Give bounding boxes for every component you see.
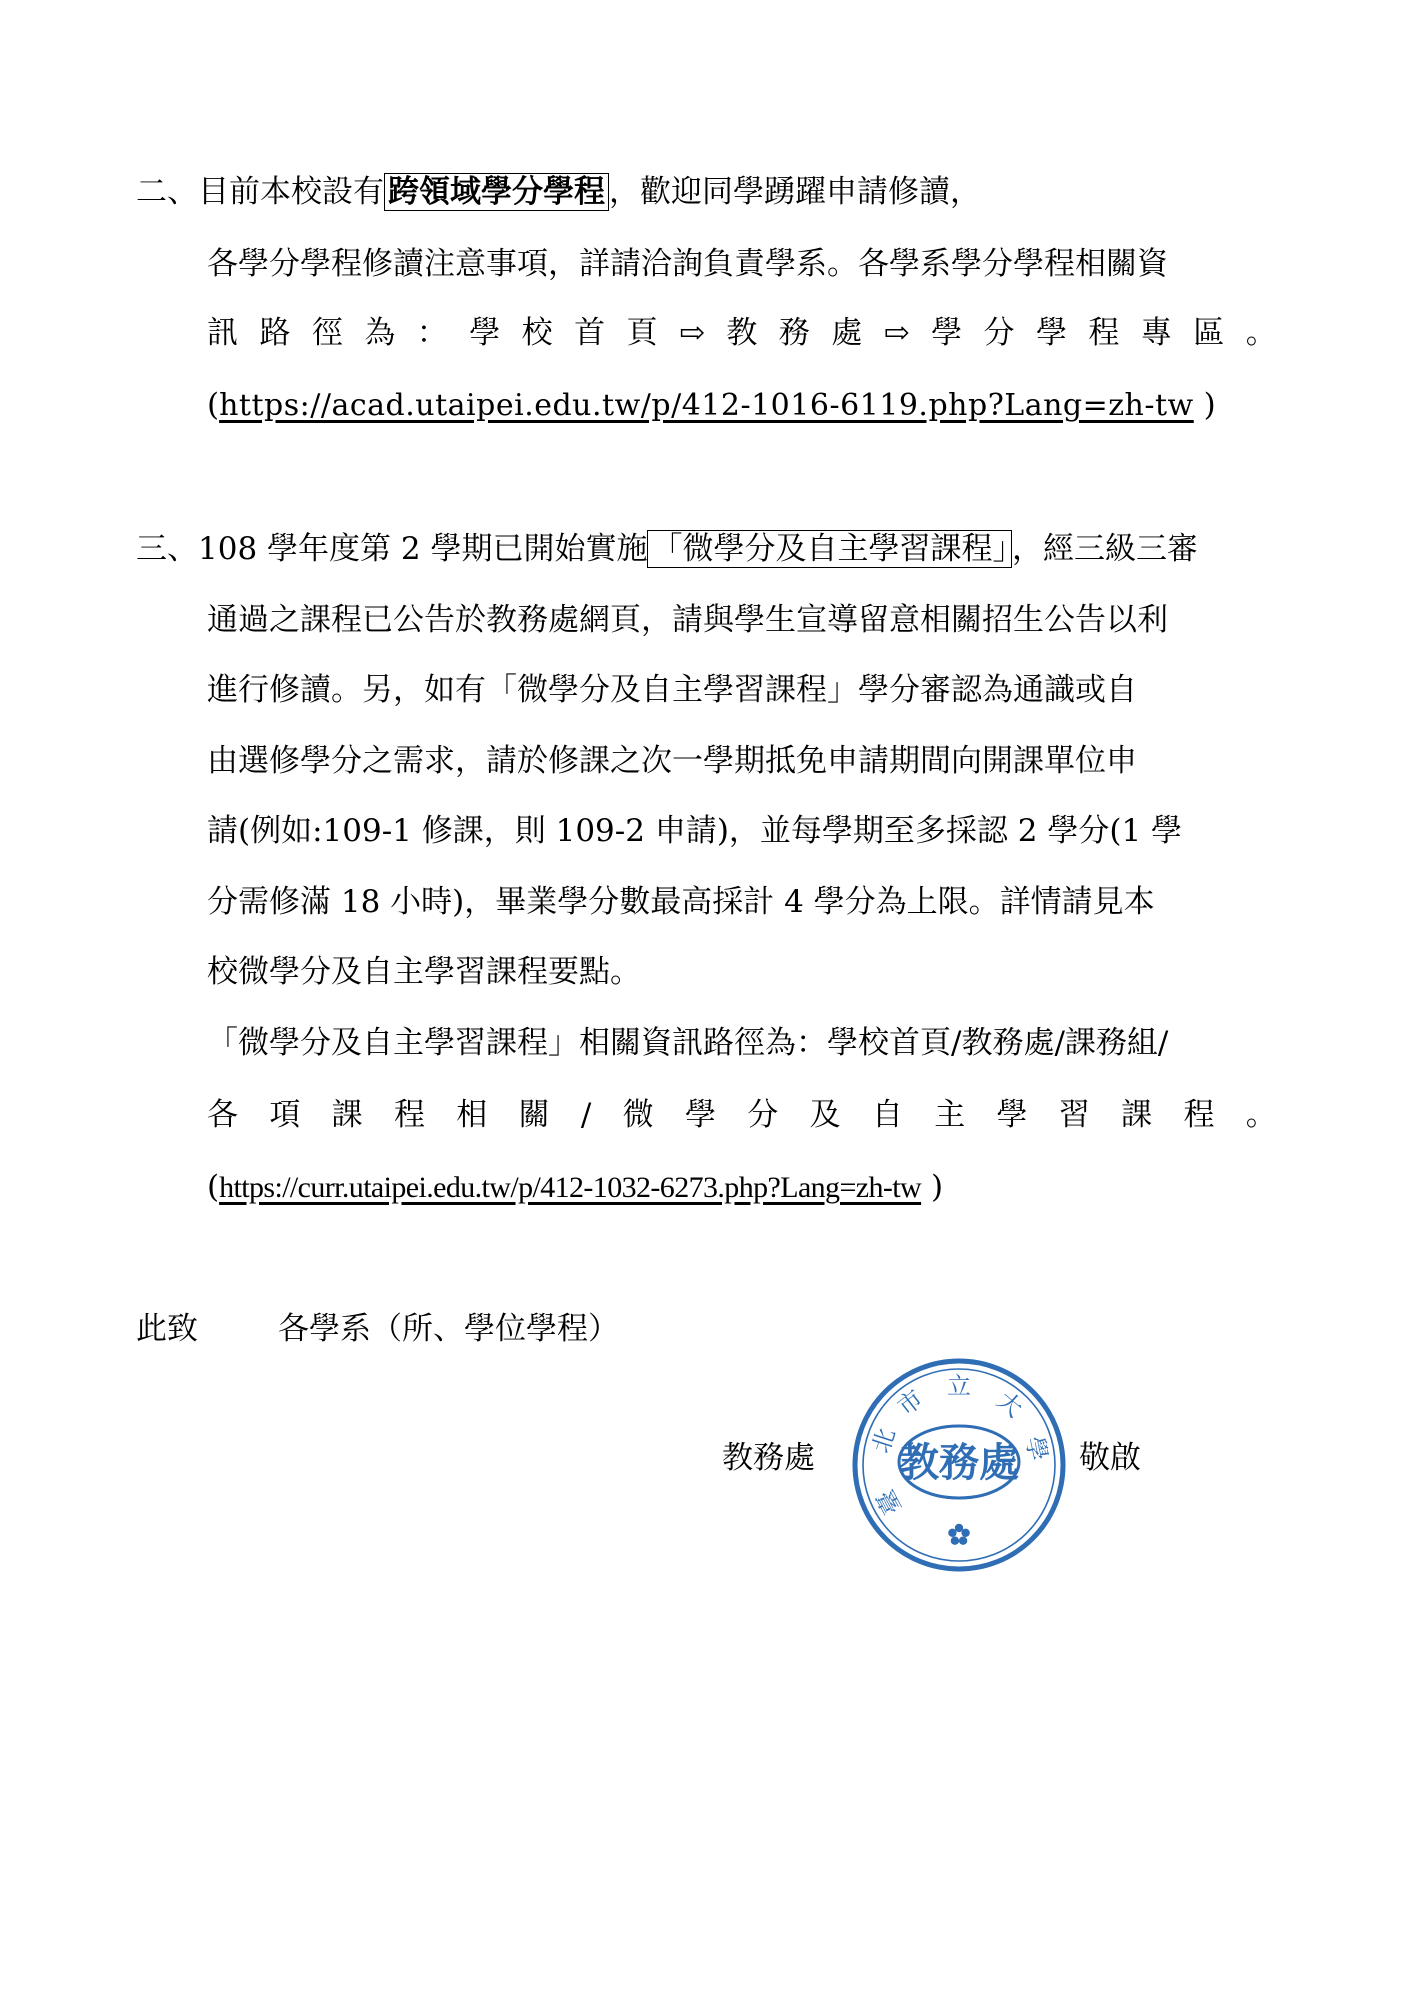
section3-path-char: 。 bbox=[1245, 1097, 1277, 1133]
section3-path-char: 相 bbox=[456, 1097, 488, 1133]
section2-path-char: 校 bbox=[521, 315, 553, 351]
cross-domain-program-highlight: 跨領域學分學程 bbox=[384, 173, 609, 211]
section2-path-char: 路 bbox=[259, 315, 291, 351]
section3-path-char: 分 bbox=[747, 1097, 779, 1133]
salutation-recipient: 各學系（所、學位學程） bbox=[278, 1311, 619, 1347]
section3-path-char: 學 bbox=[996, 1097, 1028, 1133]
section3-line3: 進行修讀。另，如有「微學分及自主學習課程」學分審認為通識或自 bbox=[207, 672, 1137, 708]
section2-path-char: ⇨ bbox=[883, 315, 910, 351]
section2-path-char: 分 bbox=[983, 315, 1015, 351]
section2-path-char: 專 bbox=[1140, 315, 1172, 351]
section2-url-line: (https://acad.utaipei.edu.tw/p/412-1016-6119.php?Lang=zh-tw ) bbox=[207, 387, 1216, 423]
section2-path-char: 訊 bbox=[207, 315, 238, 351]
section3-path-char: 習 bbox=[1058, 1097, 1090, 1133]
section2-path-char: 務 bbox=[778, 315, 810, 351]
section3-line1: 三、108 學年度第 2 學期已開始實施 「微學分及自主學習課程」 ，經三級三審 bbox=[136, 531, 1198, 567]
seal-ring-char: 立 bbox=[947, 1372, 971, 1400]
office-seal-stamp bbox=[846, 1352, 1072, 1578]
section3-line2: 通過之課程已公告於教務處網頁，請與學生宣導留意相關招生公告以利 bbox=[207, 602, 1168, 638]
section3-path-char: 項 bbox=[269, 1097, 301, 1133]
seal-ring-char: 市 bbox=[892, 1384, 929, 1422]
section2-path bbox=[207, 313, 1277, 353]
section3-path-char: 程 bbox=[393, 1097, 425, 1133]
section2-path-char: 程 bbox=[1088, 315, 1120, 351]
section3-path-char: 程 bbox=[1183, 1097, 1215, 1133]
section3-line4: 由選修學分之需求，請於修課之次一學期抵免申請期間向開課單位申 bbox=[207, 743, 1137, 779]
section3-path-char: 課 bbox=[331, 1097, 363, 1133]
section3-path bbox=[207, 1095, 1277, 1135]
section3-path-char: 及 bbox=[809, 1097, 841, 1133]
section3-line8: 「微學分及自主學習課程」相關資訊路徑為：學校首頁/教務處/課務組/ bbox=[207, 1025, 1169, 1061]
section3-path-char: 微 bbox=[622, 1097, 654, 1133]
section3-line7: 校微學分及自主學習課程要點。 bbox=[207, 954, 641, 990]
section3-line6: 分需修滿 18 小時)，畢業學分數最高採計 4 學分為上限。詳情請見本 bbox=[207, 884, 1155, 920]
section3-path-char: / bbox=[580, 1097, 592, 1133]
section2-path-char: ： bbox=[416, 315, 448, 351]
section2-path-char: 頁 bbox=[626, 315, 658, 351]
section3-path-char: 自 bbox=[871, 1097, 903, 1133]
section2-path-char: ⇨ bbox=[678, 315, 705, 351]
section2-path-char: 學 bbox=[931, 315, 963, 351]
section3-path-char: 課 bbox=[1121, 1097, 1153, 1133]
section2-path-char: 處 bbox=[831, 315, 863, 351]
seal-center bbox=[899, 1426, 1019, 1498]
seal-center-text: 教務處 bbox=[899, 1439, 1019, 1486]
section2-path-char: 首 bbox=[574, 315, 606, 351]
curr-micro-credit-link[interactable]: https://curr.utaipei.edu.tw/p/412-1032-6273.php?Lang=zh-tw bbox=[219, 1171, 922, 1204]
section2-line1: 二、目前本校設有 跨領域學分學程 ，歡迎同學踴躍申請修讀， bbox=[136, 174, 981, 210]
micro-credit-course-highlight: 「微學分及自主學習課程」 bbox=[647, 530, 1012, 568]
section3-url-line: (https://curr.utaipei.edu.tw/p/412-1032-6273.php?Lang=zh-tw ) bbox=[207, 1169, 944, 1205]
section3-path-char: 學 bbox=[684, 1097, 716, 1133]
section2-path-char: 學 bbox=[1035, 315, 1067, 351]
seal-ring-char: 臺 bbox=[871, 1484, 908, 1520]
section2-path-char: 學 bbox=[469, 315, 501, 351]
seal-ring-char: 學 bbox=[1020, 1433, 1053, 1464]
salutation-label: 此致 bbox=[136, 1311, 198, 1347]
seal-ring-char: 大 bbox=[991, 1386, 1028, 1423]
seal-ring-char: 北 bbox=[866, 1424, 901, 1457]
section3-path-char: 各 bbox=[207, 1097, 238, 1133]
section3-path-char: 主 bbox=[934, 1097, 966, 1133]
section2-path-char: 。 bbox=[1245, 315, 1277, 351]
plum-blossom-icon bbox=[948, 1524, 970, 1545]
section2-path-char: 徑 bbox=[311, 315, 343, 351]
section3-path-char: 關 bbox=[518, 1097, 550, 1133]
acad-program-link[interactable]: https://acad.utaipei.edu.tw/p/412-1016-6119.php?Lang=zh-tw bbox=[219, 388, 1194, 423]
section2-path-char: 為 bbox=[364, 315, 396, 351]
section3-line5: 請(例如:109-1 修課，則 109-2 申請)，並每學期至多採認 2 學分(1 學 bbox=[207, 813, 1183, 849]
section2-path-char: 教 bbox=[726, 315, 758, 351]
section2-line2: 各學分學程修讀注意事項，詳請洽詢負責學系。各學系學分學程相關資 bbox=[207, 246, 1168, 282]
section2-path-char: 區 bbox=[1193, 315, 1225, 351]
sender-office: 教務處 bbox=[722, 1440, 815, 1476]
respectful-closing: 敬啟 bbox=[1079, 1440, 1141, 1476]
